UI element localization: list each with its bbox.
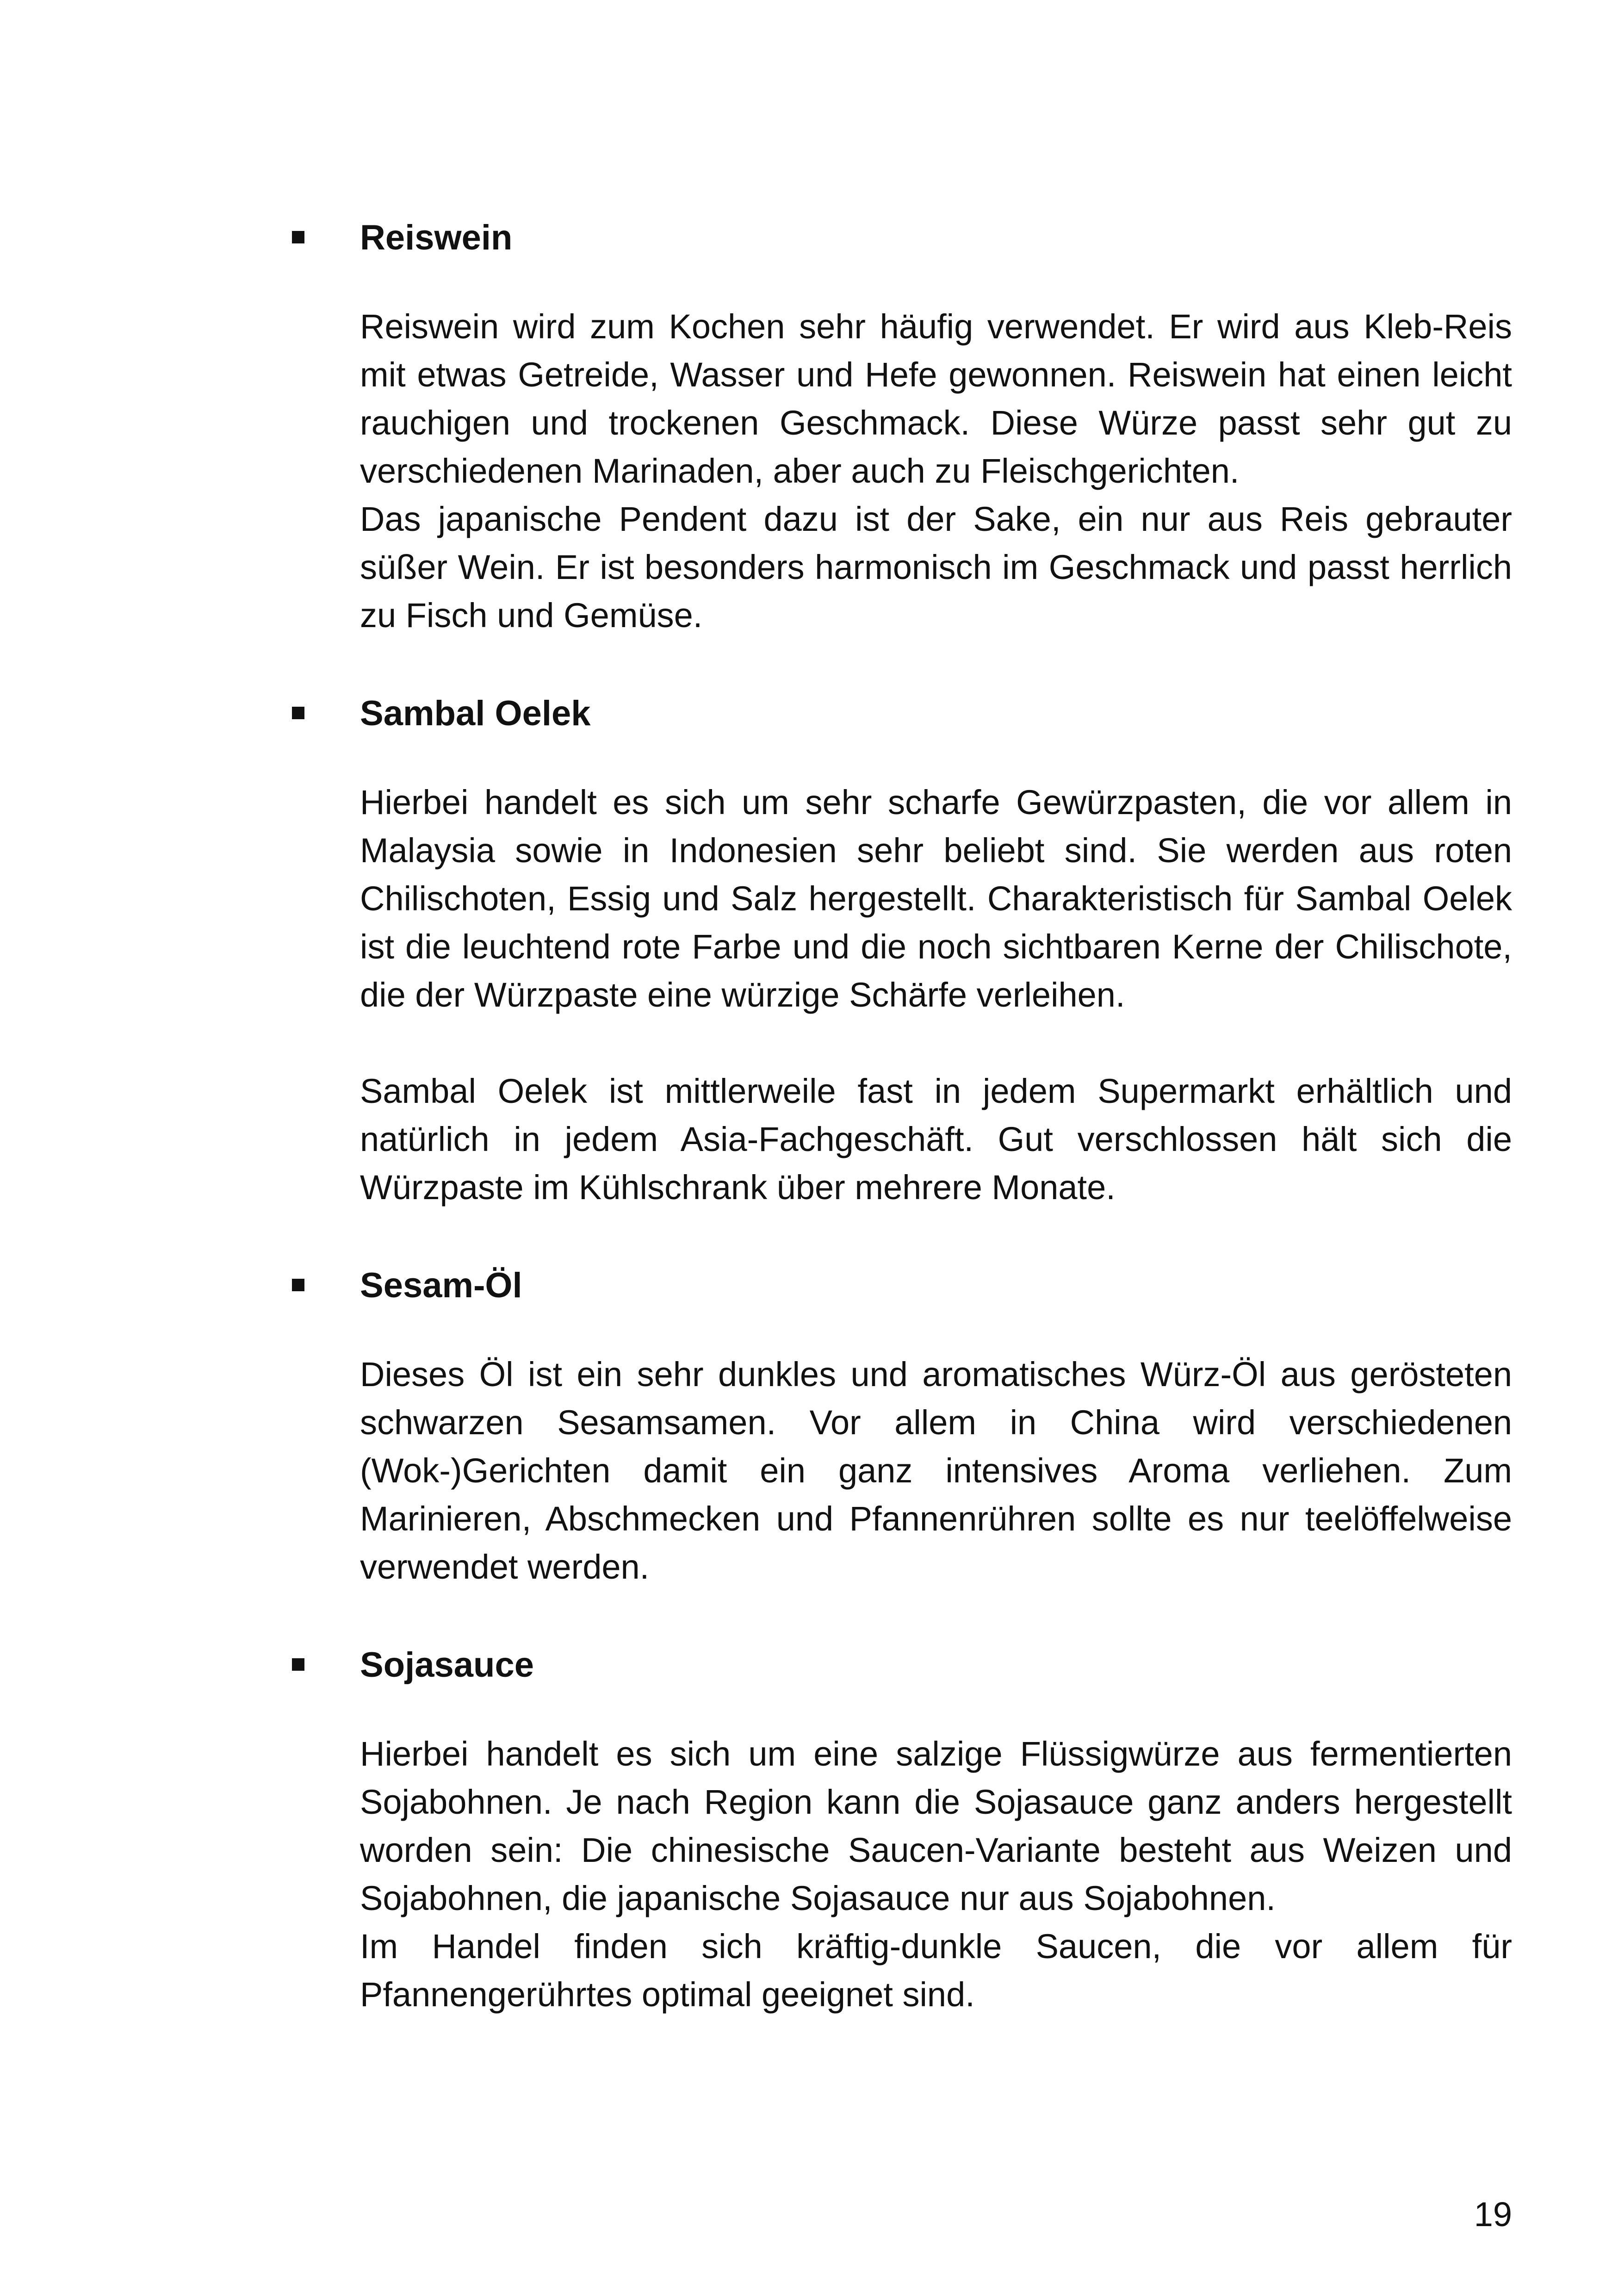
paragraph: Sambal Oelek ist mittlerweile fast in jedem Supermarkt erhältlich und natürlich in jedem Asia-Fachgeschäft. Gut verschlossen hält sich die Würzpaste im Kühlschrank über mehrere Monate.: [360, 1072, 1512, 1207]
page-number: 19: [1474, 2195, 1512, 2234]
paragraph: Hierbei handelt es sich um sehr scharfe Gewürzpasten, die vor allem in Malaysia sowie in Indonesien sehr beliebt sind. Sie werden aus roten Chilischoten, Essig und Salz hergestellt. Charakteristisch für Sambal Oelek ist die leuchtend rote Farbe und die noch sichtbaren Kerne der Chilischote, die der Würzpaste eine würzige Schärfe verleihen.: [360, 783, 1512, 1014]
section-sambal-oelek: [360, 690, 1512, 1212]
square-bullet-icon: [292, 231, 304, 243]
paragraph: Hierbei handelt es sich um eine salzige Flüssigwürze aus fermentierten Sojabohnen. Je nach Region kann die Sojasauce ganz anders hergestellt worden sein: Die chinesische Saucen-Variante besteht aus Weizen und Sojabohnen, die japanische Sojasauce nur aus Sojabohnen.: [360, 1735, 1512, 1917]
section-heading: Sesam-Öl: [360, 1266, 522, 1305]
section-heading: Sojasauce: [360, 1645, 534, 1685]
paragraph: Dieses Öl ist ein sehr dunkles und aromatisches Würz-Öl aus gerösteten schwarzen Sesamsamen. Vor allem in China wird verschiedenen (Wok-)Gerichten damit ein ganz intensives Aroma verliehen. Zum Marinieren, Abschmecken und Pfannenrühren sollte es nur teelöffelweise verwendet werden.: [360, 1355, 1512, 1586]
square-bullet-icon: [292, 1279, 304, 1291]
square-bullet-icon: [292, 707, 304, 719]
paragraph: Im Handel finden sich kräftig-dunkle Saucen, die vor allem für Pfannengerührtes optimal geeignet sind.: [360, 1927, 1512, 2014]
section-reiswein: [360, 214, 1512, 640]
square-bullet-icon: [292, 1658, 304, 1671]
section-sesam-oel: [360, 1262, 1512, 1591]
section-heading: Sambal Oelek: [360, 694, 591, 733]
page-content: [360, 214, 1512, 2019]
paragraph: Reiswein wird zum Kochen sehr häufig verwendet. Er wird aus Kleb-Reis mit etwas Getreide, Wasser und Hefe gewonnen. Reiswein hat einen leicht rauchigen und trockenen Geschmack. Diese Würze passt sehr gut zu verschiedenen Marinaden, aber auch zu Fleischgerichten.: [360, 307, 1512, 490]
section-sojasauce: [360, 1641, 1512, 2019]
section-heading: Reiswein: [360, 218, 513, 257]
paragraph: Das japanische Pendent dazu ist der Sake, ein nur aus Reis gebrauter süßer Wein. Er ist besonders harmonisch im Geschmack und passt herrlich zu Fisch und Gemüse.: [360, 500, 1512, 635]
